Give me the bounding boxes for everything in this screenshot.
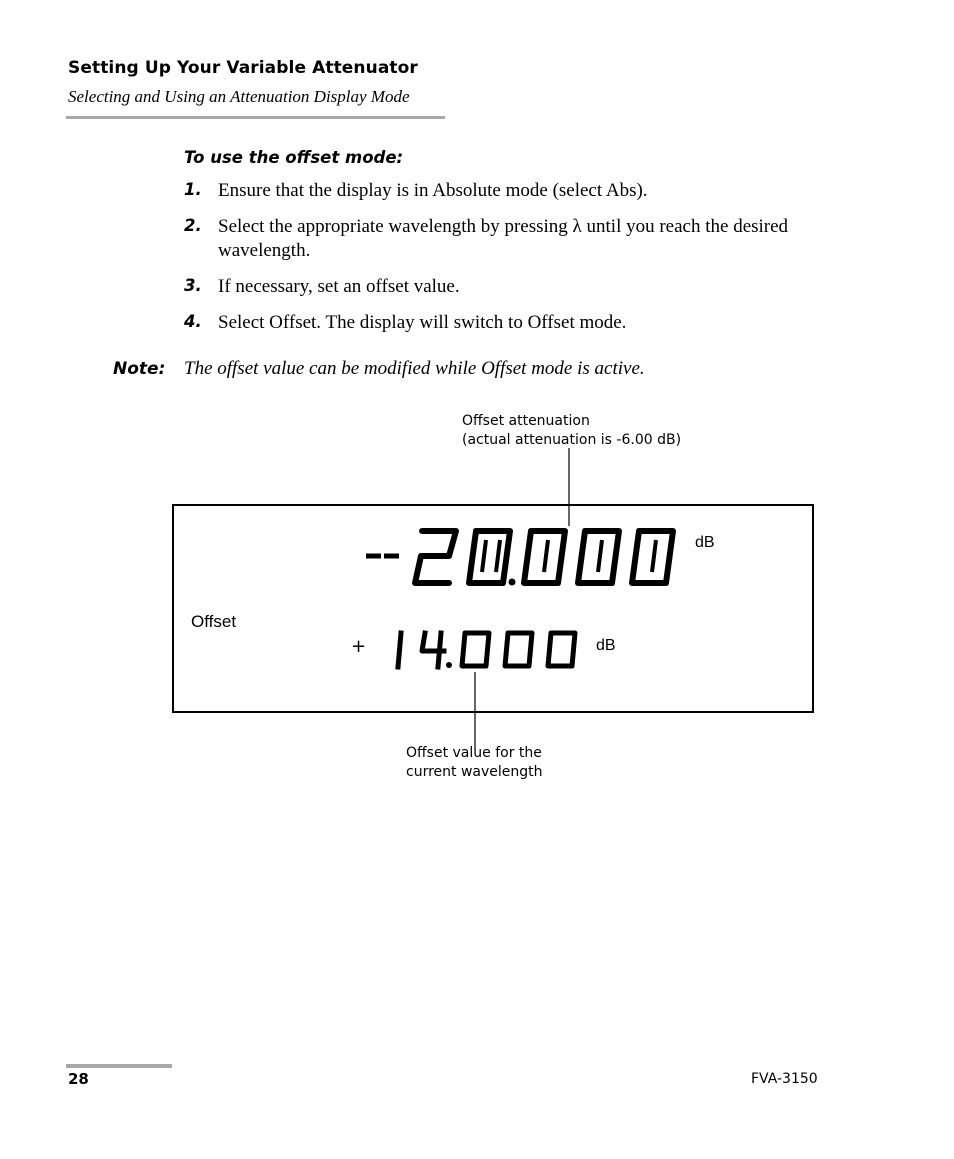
step-number: 1. [184, 180, 202, 199]
step-number: 2. [184, 216, 202, 235]
lcd-digit-0 [469, 531, 510, 583]
note-label: Note: [113, 359, 166, 379]
lcd-segment [496, 540, 500, 572]
note-text: The offset value can be modified while Offset mode is active. [184, 358, 645, 379]
lcd-decimal-point [509, 579, 516, 586]
mode-label: Offset [191, 612, 237, 631]
lcd-digit-1 [398, 633, 401, 667]
chapter-title: Setting Up Your Variable Attenuator [68, 58, 418, 78]
main-reading-digits [366, 531, 673, 586]
step-text: Select Offset. The display will switch to Offset mode. [218, 312, 627, 333]
lcd-decimal-point [446, 662, 452, 668]
lcd-segment [482, 540, 486, 572]
main-unit-label: dB [695, 534, 715, 551]
lcd-digit-0 [548, 633, 575, 666]
step-number: 3. [184, 276, 202, 295]
lcd-segment [598, 540, 602, 572]
lcd-digit-0 [505, 633, 532, 666]
step-text: Ensure that the display is in Absolute mode (select Abs). [218, 180, 648, 201]
offset-sign: + [351, 636, 367, 657]
callout-line: Offset attenuation [462, 413, 590, 429]
lcd-segment [544, 540, 548, 572]
product-name: FVA-3150 [751, 1071, 818, 1087]
callout-line: Offset value for the [406, 745, 542, 761]
procedure-title: To use the offset mode: [184, 148, 404, 167]
page-number: 28 [68, 1070, 89, 1088]
footer-rule [66, 1064, 172, 1068]
callout-line: (actual attenuation is -6.00 dB) [462, 432, 682, 448]
section-title: Selecting and Using an Attenuation Display Mode [68, 87, 410, 106]
callout-line: current wavelength [406, 764, 543, 780]
lcd-digit-2 [415, 531, 456, 583]
lcd-digit-0 [462, 633, 489, 666]
offset-reading-digits [398, 633, 575, 668]
step-text: Select the appropriate wavelength by pressing λ until you reach the desired wavelength. [218, 216, 789, 261]
step-text: If necessary, set an offset value. [218, 276, 460, 297]
lcd-segment [652, 540, 656, 572]
step-number: 4. [184, 312, 202, 331]
lcd-digit-4 [422, 633, 444, 667]
offset-unit-label: dB [596, 637, 616, 654]
lcd-display-frame [173, 505, 813, 712]
